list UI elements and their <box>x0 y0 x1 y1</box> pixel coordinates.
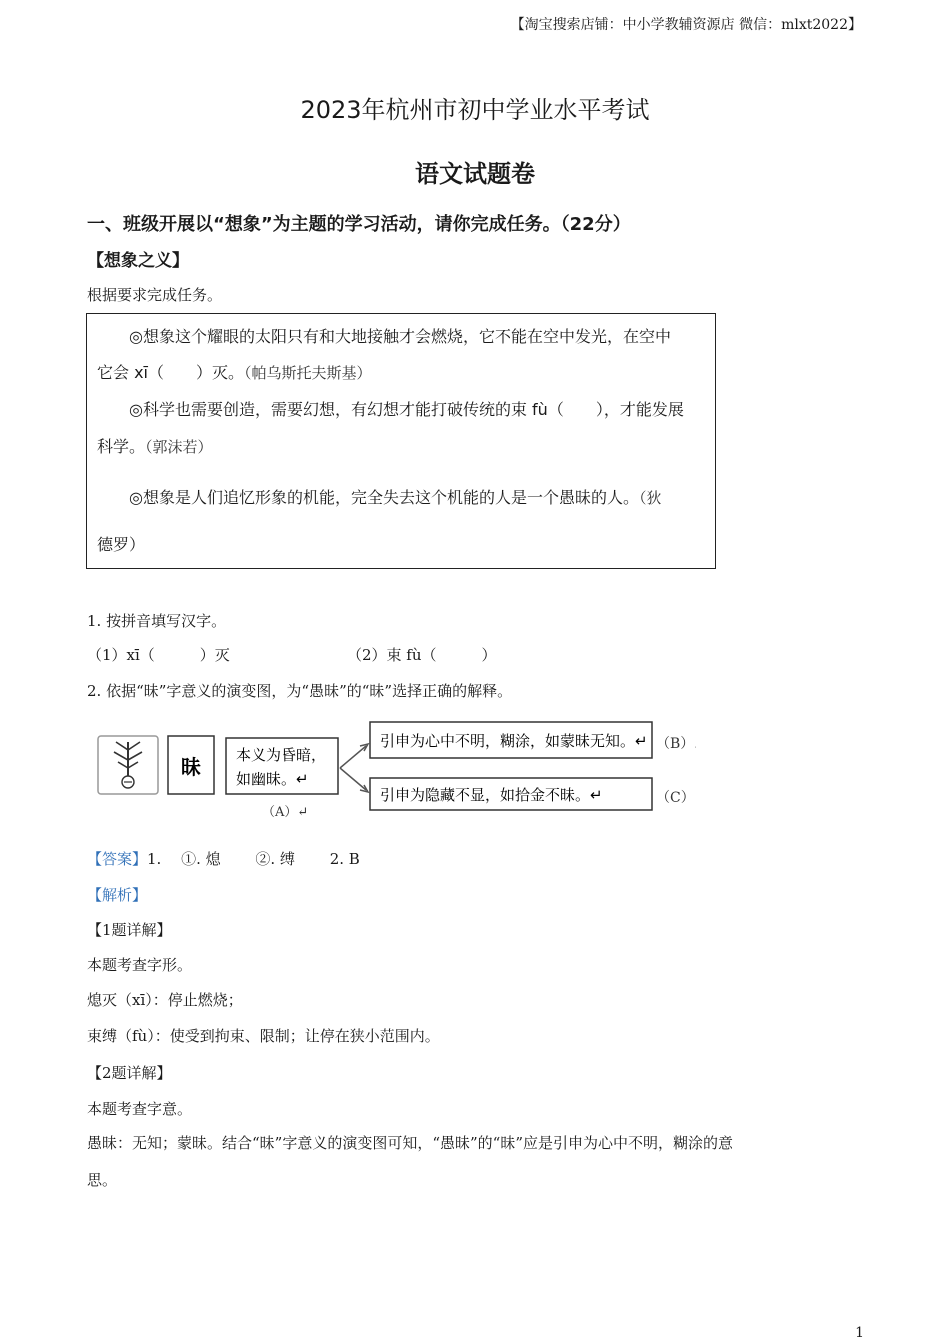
diagram-character: 昧 <box>181 755 201 779</box>
detail-1-line-3: 束缚（fù）：使受到拘束、限制；让停在狭小范围内。 <box>87 1027 440 1045</box>
page-header: 【淘宝搜索店铺：中小学教辅资源店 微信：mlxt2022】 <box>510 17 862 33</box>
quote-2-source: （郭沫若） <box>145 438 213 456</box>
answer-text: 1. ①. 熄 ②. 缚 2. B <box>147 850 360 868</box>
quote-2-text: 科学。 <box>97 437 146 456</box>
quote-3-source-start: （狄 <box>638 489 662 507</box>
detail-2-line-3: 思。 <box>87 1171 118 1189</box>
detail-1-line-2: 熄灭（xī）：停止燃烧； <box>87 991 243 1009</box>
quote-1-source: （帕乌斯托夫斯基） <box>244 364 372 382</box>
mei-evolution-diagram <box>96 718 696 828</box>
branch-arrows <box>340 746 366 790</box>
label-a: （A）↵ <box>262 805 309 820</box>
box-a-line-2: 如幽昧。↵ <box>236 770 309 788</box>
quote-3-source-end: 德罗） <box>97 535 146 554</box>
quote-1-text: 它会 xī（ ）灭。 <box>97 363 245 382</box>
box-b-text: 引申为心中不明，糊涂，如蒙昧无知。↵ <box>380 732 648 750</box>
exam-subtitle: 语文试题卷 <box>415 160 535 188</box>
label-b: （B）. <box>656 736 696 752</box>
quote-3-line-1 <box>129 485 661 508</box>
question-2: 2. 依据“昧”字意义的演变图，为“愚昧”的“昧”选择正确的解释。 <box>87 682 513 700</box>
quotes-box <box>86 313 716 569</box>
detail-2-line-1: 本题考查字意。 <box>87 1100 193 1118</box>
question-1-part-2: （2）束 fù（ ） <box>347 646 497 664</box>
box-c-text: 引申为隐藏不显，如拾金不昧。↵ <box>380 786 603 804</box>
answer-tag: 【答案】 <box>87 850 148 868</box>
quote-2-line-1: ◎科学也需要创造，需要幻想，有幻想才能打破传统的束 fù（ ），才能发展 <box>129 400 684 419</box>
detail-1-heading: 【1题详解】 <box>87 921 172 939</box>
page-number: 1 <box>855 1325 864 1341</box>
exam-title: 2023年杭州市初中学业水平考试 <box>300 96 650 124</box>
quote-2-line-2 <box>97 434 213 457</box>
quote-1-line-1: ◎想象这个耀眼的太阳只有和大地接触才会燃烧，它不能在空中发光，在空中 <box>129 327 671 346</box>
question-1: 1. 按拼音填写汉字。 <box>87 612 227 630</box>
part-label: 【想象之义】 <box>87 251 189 271</box>
quote-1-line-2 <box>97 360 372 383</box>
answer-line <box>87 848 360 869</box>
section-heading: 一、班级开展以“想象”为主题的学习活动，请你完成任务。（22分） <box>87 214 631 235</box>
detail-2-line-2: 愚昧：无知；蒙昧。结合“昧”字意义的演变图可知，“愚昧”的“昧”应是引申为心中不明，糊涂的意 <box>87 1134 734 1152</box>
quote-3-text: ◎想象是人们追忆形象的机能，完全失去这个机能的人是一个愚昧的人。 <box>129 488 639 507</box>
label-c: （C）. <box>656 790 696 806</box>
ancient-glyph-icon <box>98 736 158 794</box>
instruction-text: 根据要求完成任务。 <box>87 286 223 304</box>
analysis-tag: 【解析】 <box>87 886 148 904</box>
question-1-part-1: （1）xī（ ）灭 <box>87 646 230 664</box>
detail-1-line-1: 本题考查字形。 <box>87 956 193 974</box>
box-a-line-1: 本义为昏暗， <box>236 746 327 764</box>
detail-2-heading: 【2题详解】 <box>87 1064 172 1082</box>
